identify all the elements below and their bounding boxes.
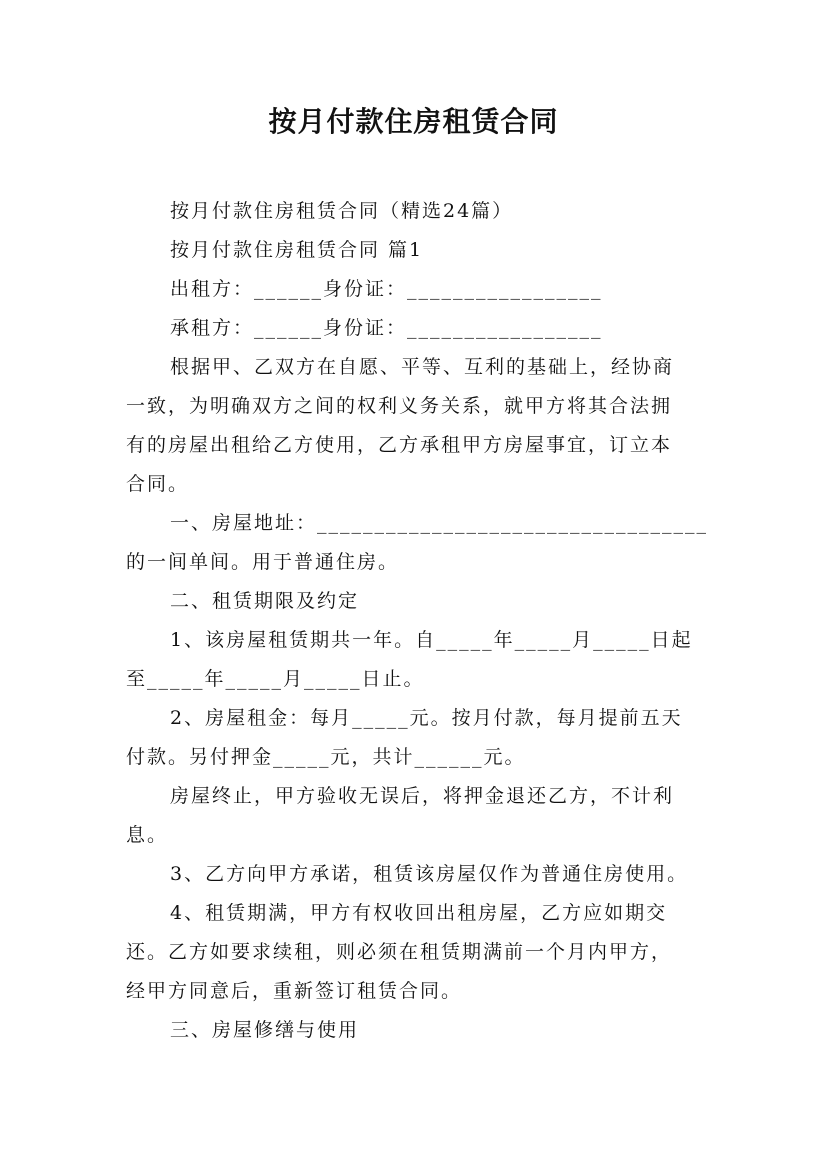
text-line: 根据甲、乙双方在自愿、平等、互利的基础上，经协商 (170, 356, 675, 378)
text-line: 按月付款住房租赁合同 篇1 (170, 239, 424, 261)
text-line: 3、乙方向甲方承诺，租赁该房屋仅作为普通住房使用。 (170, 863, 689, 885)
text-line: 2、房屋租金：每月_____元。按月付款，每月提前五天 (170, 707, 683, 729)
text-line: 房屋终止，甲方验收无误后，将押金退还乙方，不计利 (170, 785, 675, 807)
text-line: 一致，为明确双方之间的权利义务关系，就甲方将其合法拥 (126, 395, 673, 417)
text-line: 经甲方同意后，重新签订租赁合同。 (126, 980, 463, 1002)
text-line: 1、该房屋租赁期共一年。自_____年_____月_____日起 (170, 629, 693, 651)
text-line: 一、房屋地址：__________________________________ (170, 512, 709, 534)
text-line: 合同。 (126, 473, 190, 495)
document-title: 按月付款住房租赁合同 (268, 105, 559, 138)
text-line: 至_____年_____月_____日止。 (126, 668, 425, 690)
text-line: 三、房屋修缮与使用 (170, 1019, 360, 1041)
text-line: 出租方：______身份证：_________________ (170, 278, 603, 300)
text-line: 息。 (126, 824, 169, 846)
text-line: 付款。另付押金_____元，共计______元。 (126, 746, 526, 768)
text-line: 还。乙方如要求续租，则必须在租赁期满前一个月内甲方， (126, 941, 673, 963)
text-line: 的一间单间。用于普通住房。 (126, 551, 400, 573)
text-line: 承租方：______身份证：_________________ (170, 317, 603, 339)
text-line: 二、租赁期限及约定 (170, 590, 360, 612)
document-body (126, 192, 709, 1050)
text-line: 按月付款住房租赁合同（精选24篇） (170, 200, 514, 222)
text-line: 4、租赁期满，甲方有权收回出租房屋，乙方应如期交 (170, 902, 668, 924)
text-line: 有的房屋出租给乙方使用，乙方承租甲方房屋事宜，订立本 (126, 434, 673, 456)
